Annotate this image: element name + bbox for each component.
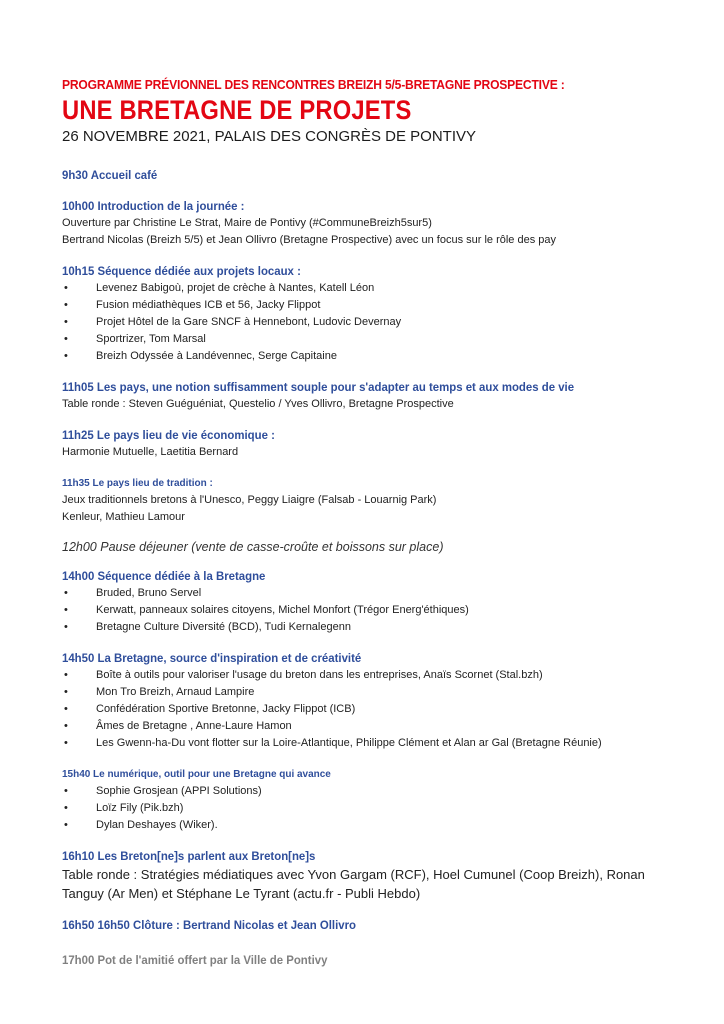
bullet-icon: • (64, 316, 68, 328)
section-local-projects (62, 263, 702, 365)
list-item-text: Sportrizer, Tom Marsal (96, 333, 206, 345)
bullet-list (62, 783, 702, 834)
list-item-text: Kerwatt, panneaux solaires citoyens, Michel Monfort (Trégor Energ'éthiques) (96, 604, 469, 616)
section-heading: 11h35 Le pays lieu de tradition : (62, 477, 213, 489)
list-item (62, 619, 702, 636)
section-heading: 16h10 Les Breton[ne]s parlent aux Breton[ne]s (62, 849, 316, 863)
list-item (62, 280, 702, 297)
text-line: Harmonie Mutuelle, Laetitia Bernard (62, 446, 239, 458)
section-heading: 14h00 Séquence dédiée à la Bretagne (62, 569, 266, 583)
text-line: Table ronde : Steven Guéguéniat, Questelio / Yves Ollivro, Bretagne Prospective (62, 398, 454, 410)
list-item-text: Les Gwenn-ha-Du vont flotter sur la Loire-Atlantique, Philippe Clément et Alan ar Gal (Bretagne Réunie) (96, 737, 602, 749)
program-kicker: PROGRAMME PRÉVIONNEL DES RENCONTRES BREIZH 5/5-BRETAGNE PROSPECTIVE : (62, 77, 565, 92)
list-item-text: Breizh Odyssée à Landévennec, Serge Capitaine (96, 350, 337, 362)
bullet-icon: • (64, 737, 68, 749)
list-item-text: Projet Hôtel de la Gare SNCF à Hennebont, Ludovic Devernay (96, 316, 402, 328)
section-welcome (62, 167, 702, 184)
list-item (62, 718, 702, 735)
list-item-text: Boîte à outils pour valoriser l'usage du breton dans les entreprises, Anaïs Scornet (Stal.bzh) (96, 669, 543, 681)
section-heading: 17h00 Pot de l'amitié offert par la Ville de Pontivy (62, 953, 328, 967)
section-tradition (62, 475, 702, 526)
list-item-text: Sophie Grosjean (APPI Solutions) (96, 785, 262, 797)
list-item (62, 684, 702, 701)
bullet-list (62, 667, 702, 752)
list-item (62, 585, 702, 602)
list-item (62, 701, 702, 718)
bullet-list (62, 585, 702, 636)
list-item (62, 667, 702, 684)
event-date-location: 26 NOVEMBRE 2021, PALAIS DES CONGRÈS DE PONTIVY (62, 128, 477, 145)
section-bretagne (62, 568, 702, 636)
section-media (62, 848, 702, 903)
page-title: UNE BRETAGNE DE PROJETS (62, 95, 412, 125)
bullet-icon: • (64, 333, 68, 345)
list-item-text: Levenez Babigoù, projet de crèche à Nantes, Katell Léon (96, 282, 375, 294)
bullet-icon: • (64, 720, 68, 732)
section-closing (62, 917, 702, 934)
bullet-icon: • (64, 282, 68, 294)
section-heading: 11h25 Le pays lieu de vie économique : (62, 428, 275, 442)
list-item-text: Loïz Fily (Pik.bzh) (96, 802, 184, 814)
text-line: Table ronde : Stratégies médiatiques avec Yvon Gargam (RCF), Hoel Cumunel (Coop Breizh), Ronan (62, 867, 645, 882)
text-line: Kenleur, Mathieu Lamour (62, 511, 185, 523)
list-item (62, 817, 702, 834)
bullet-list (62, 280, 702, 365)
list-item (62, 735, 702, 752)
list-item (62, 314, 702, 331)
bullet-icon: • (64, 703, 68, 715)
section-digital (62, 766, 702, 834)
list-item-text: Mon Tro Breizh, Arnaud Lampire (96, 686, 255, 698)
section-heading: 9h30 Accueil café (62, 168, 158, 182)
bullet-icon: • (64, 819, 68, 831)
section-economy (62, 427, 702, 461)
section-heading: 16h50 16h50 Clôture : Bertrand Nicolas et Jean Ollivro (62, 918, 356, 932)
section-creativity (62, 650, 702, 752)
section-heading: 15h40 Le numérique, outil pour une Bretagne qui avance (62, 768, 331, 780)
section-introduction (62, 198, 702, 249)
bullet-icon: • (64, 604, 68, 616)
list-item-text: Confédération Sportive Bretonne, Jacky Flippot (ICB) (96, 703, 356, 715)
section-heading: 10h15 Séquence dédiée aux projets locaux : (62, 264, 301, 278)
list-item (62, 348, 702, 365)
bullet-icon: • (64, 686, 68, 698)
text-line: Tanguy (Ar Men) et Stéphane Le Tyrant (actu.fr - Publi Hebdo) (62, 886, 421, 901)
list-item-text: Fusion médiathèques ICB et 56, Jacky Flippot (96, 299, 321, 311)
list-item-text: Bretagne Culture Diversité (BCD), Tudi Kernalegenn (96, 621, 351, 633)
list-item (62, 800, 702, 817)
bullet-icon: • (64, 299, 68, 311)
list-item (62, 602, 702, 619)
bullet-icon: • (64, 350, 68, 362)
bullet-icon: • (64, 802, 68, 814)
text-line: Bertrand Nicolas (Breizh 5/5) et Jean Ollivro (Bretagne Prospective) avec un focus sur le rôle des pay (62, 234, 557, 246)
lunch-break: 12h00 Pause déjeuner (vente de casse-croûte et boissons sur place) (62, 540, 444, 554)
text-line: Ouverture par Christine Le Strat, Maire de Pontivy (#CommuneBreizh5sur5) (62, 217, 432, 229)
section-heading: 14h50 La Bretagne, source d'inspiration et de créativité (62, 651, 362, 665)
bullet-icon: • (64, 785, 68, 797)
list-item (62, 783, 702, 800)
list-item-text: Dylan Deshayes (Wiker). (96, 819, 218, 831)
text-line: Jeux traditionnels bretons à l'Unesco, Peggy Liaigre (Falsab - Louarnig Park) (62, 494, 437, 506)
list-item-text: Bruded, Bruno Servel (96, 587, 202, 599)
bullet-icon: • (64, 669, 68, 681)
bullet-icon: • (64, 587, 68, 599)
list-item (62, 331, 702, 348)
section-heading: 10h00 Introduction de la journée : (62, 199, 245, 213)
list-item (62, 297, 702, 314)
list-item-text: Âmes de Bretagne , Anne-Laure Hamon (96, 720, 292, 732)
section-pays (62, 379, 702, 413)
section-reception (62, 952, 702, 969)
bullet-icon: • (64, 621, 68, 633)
program-page (62, 77, 702, 969)
section-heading: 11h05 Les pays, une notion suffisamment souple pour s'adapter au temps et aux modes de vie (62, 380, 575, 394)
